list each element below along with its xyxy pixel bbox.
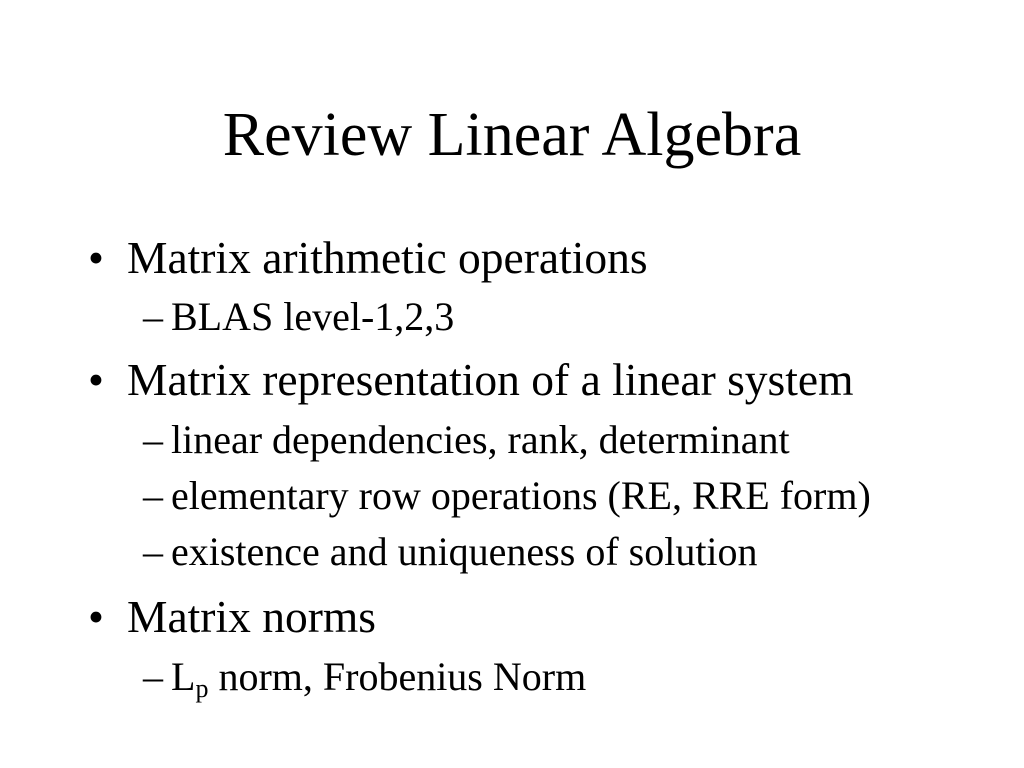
bullet-item — [0, 232, 1024, 283]
sub-bullet-item — [0, 654, 1024, 703]
bullet-marker: • — [88, 232, 104, 283]
bullet-text: Matrix norms — [127, 591, 376, 642]
bullet-marker: • — [88, 354, 104, 405]
bullet-text: Matrix arithmetic operations — [127, 232, 648, 283]
sub-bullet-text: existence and uniqueness of solution — [171, 529, 758, 574]
sub-bullet-item — [0, 417, 1024, 462]
norm-text: norm, Frobenius Norm — [208, 654, 587, 699]
sub-bullet-marker: – — [143, 529, 163, 574]
sub-bullet-text: linear dependencies, rank, determinant — [171, 417, 790, 462]
norm-symbol-subscript: p — [195, 674, 209, 703]
norm-symbol-base: L — [171, 654, 196, 699]
bullet-item — [0, 354, 1024, 405]
sub-bullet-item — [0, 294, 1024, 339]
sub-bullet-text: elementary row operations (RE, RRE form) — [171, 473, 871, 518]
sub-bullet-marker: – — [143, 654, 163, 699]
sub-bullet-marker: – — [143, 417, 163, 462]
sub-bullet-item — [0, 529, 1024, 574]
sub-bullet-marker: – — [143, 473, 163, 518]
sub-bullet-item — [0, 473, 1024, 518]
sub-bullet-marker: – — [143, 294, 163, 339]
bullet-text: Matrix representation of a linear system — [127, 354, 854, 405]
sub-bullet-text: BLAS level-1,2,3 — [171, 294, 455, 339]
bullet-marker: • — [88, 591, 104, 642]
bullet-item — [0, 591, 1024, 642]
sub-bullet-text — [171, 654, 587, 703]
slide-title: Review Linear Algebra — [222, 101, 802, 169]
